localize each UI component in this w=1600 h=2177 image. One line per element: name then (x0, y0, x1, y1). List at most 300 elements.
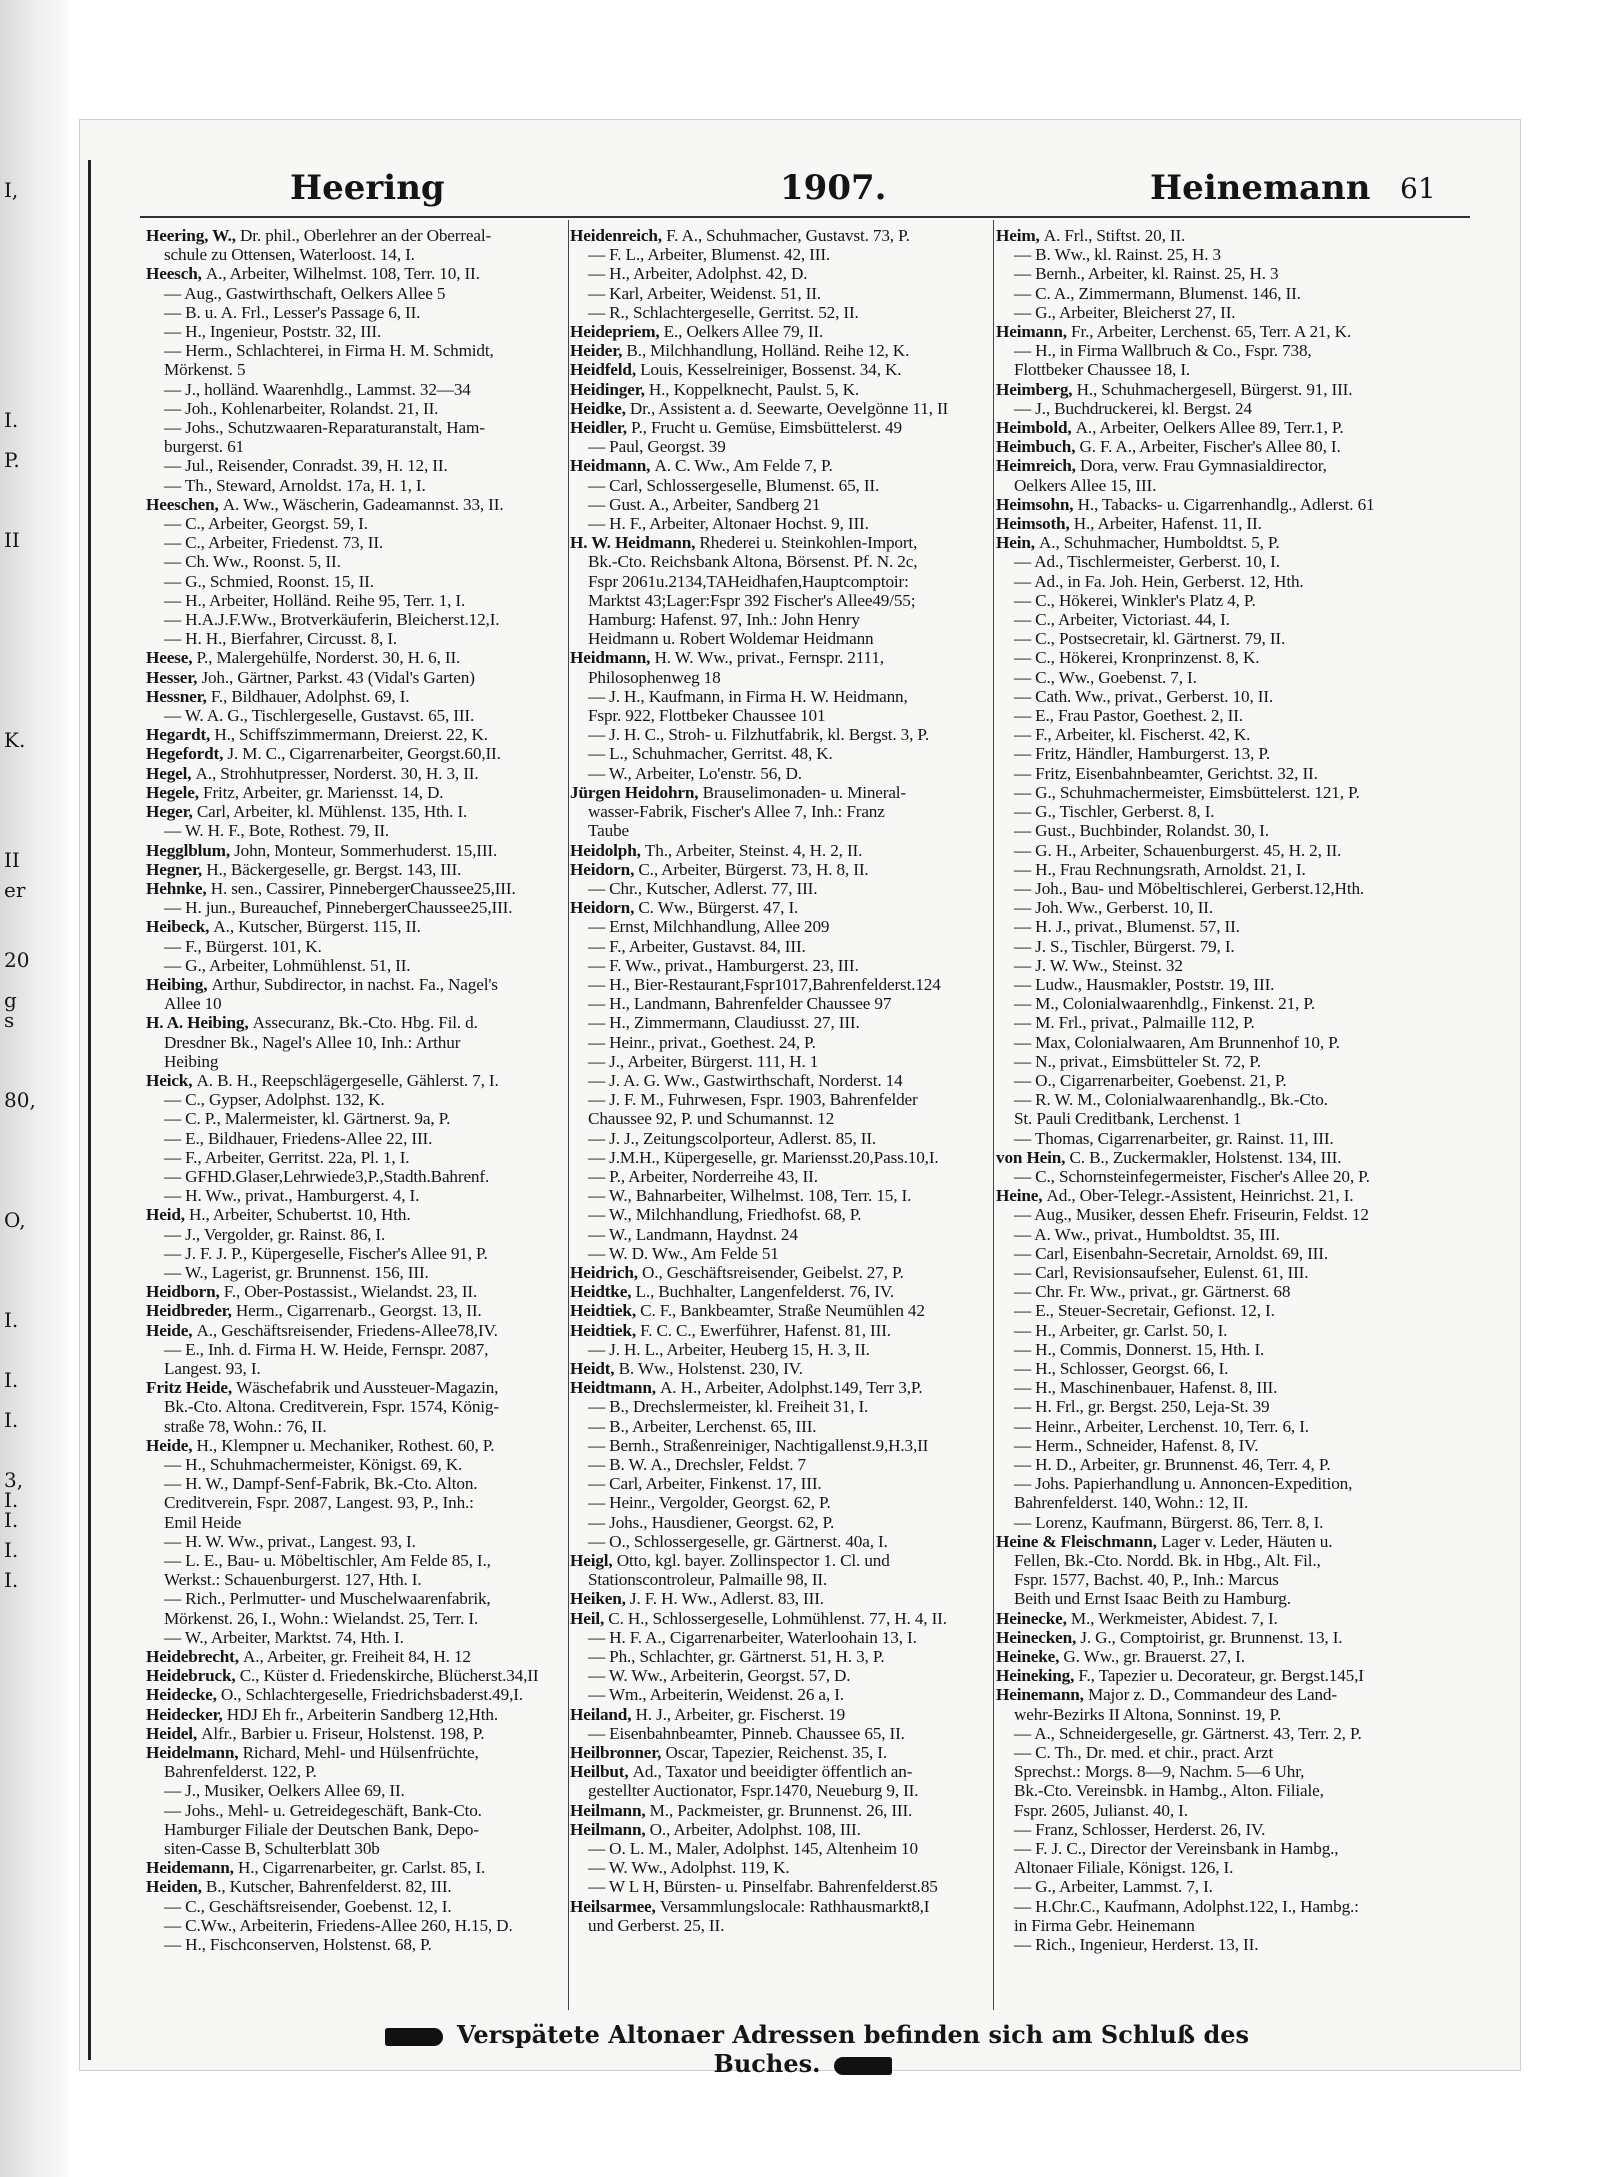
directory-entry (996, 1820, 1426, 1839)
directory-entry (996, 476, 1426, 495)
entry-text: — Thomas, Cigarrenarbeiter, gr. Rainst. 11, III. (1014, 1128, 1334, 1148)
directory-entry (570, 725, 990, 744)
directory-entry (996, 1916, 1426, 1935)
entry-text: Major z. D., Commandeur des Land- (1087, 1685, 1337, 1705)
entry-text: Allee 10 (164, 994, 222, 1014)
directory-entry (996, 956, 1426, 975)
directory-entry (996, 1839, 1426, 1858)
entry-text: — H. F. A., Cigarrenarbeiter, Waterloohain 13, I. (588, 1627, 917, 1647)
directory-entry (570, 764, 990, 783)
entry-text: — H.Chr.C., Kaufmann, Adolphst.122, I., Hambg.: (1014, 1896, 1359, 1916)
entry-text: C. Ww., Bürgerst. 47, I. (638, 898, 799, 918)
entry-text: P., Frucht u. Gemüse, Eimsbüttelerst. 49 (631, 418, 902, 438)
entry-surname: Hegefordt, (146, 744, 228, 764)
directory-entry (146, 1378, 566, 1397)
entry-surname: Jürgen Heidohrn, (570, 782, 703, 802)
entry-text: — B. u. A. Frl., Lesser's Passage 6, II. (164, 302, 421, 322)
directory-entry (146, 898, 566, 917)
entry-surname: Heine, (996, 1186, 1047, 1206)
directory-entry (996, 1129, 1426, 1148)
entry-text: — H. D., Arbeiter, gr. Brunnenst. 46, Terr. 4, P. (1014, 1455, 1331, 1474)
entry-text: — P., Arbeiter, Norderreihe 43, II. (588, 1166, 818, 1186)
directory-entry (146, 1109, 566, 1128)
directory-entry (146, 1090, 566, 1109)
margin-fragment: II (4, 528, 20, 552)
entry-text: — GFHD.Glaser,Lehrwiede3,P.,Stadth.Bahrenf. (164, 1166, 490, 1186)
entry-text: — H., Commis, Donnerst. 15, Hth. I. (1014, 1339, 1265, 1359)
directory-entry (146, 1551, 566, 1570)
entry-text: — F. L., Arbeiter, Blumenst. 42, III. (588, 245, 831, 265)
entry-surname: Heese, (146, 648, 197, 668)
header-rule (140, 216, 1470, 218)
entry-surname: Heide, (146, 1435, 197, 1455)
entry-surname: Heick, (146, 1070, 197, 1090)
scan-edge (0, 0, 68, 2177)
entry-surname: Heilbut, (570, 1762, 633, 1782)
directory-entry (996, 1532, 1426, 1551)
entry-text: — H. Frl., gr. Bergst. 250, Leja-St. 39 (1014, 1397, 1270, 1417)
directory-entry (146, 610, 566, 629)
directory-entry (146, 1570, 566, 1589)
entry-text: — Wm., Arbeiterin, Weidenst. 26 a, I. (588, 1685, 844, 1705)
directory-entry (146, 284, 566, 303)
directory-entry (996, 1493, 1426, 1512)
directory-entry (996, 1186, 1426, 1205)
entry-text: — J. F. J. P., Küpergeselle, Fischer's Allee 91, P. (164, 1243, 488, 1263)
directory-entry (570, 1205, 990, 1224)
directory-entry (146, 1609, 566, 1628)
entry-text: — H. Ww., privat., Hamburgerst. 4, I. (164, 1186, 420, 1206)
directory-entry (570, 1762, 990, 1781)
directory-entry (570, 1090, 990, 1109)
entry-surname: Heidecke, (146, 1685, 221, 1705)
directory-entry (570, 264, 990, 283)
directory-entry (570, 975, 990, 994)
entry-surname: Heidel, (146, 1723, 202, 1743)
directory-entry (996, 1781, 1426, 1800)
directory-entry (146, 495, 566, 514)
entry-text: H., Bäckergeselle, gr. Bergst. 143, III. (206, 859, 462, 879)
directory-entry (146, 1666, 566, 1685)
entry-text: — J. F. M., Fuhrwesen, Fspr. 1903, Bahrenfelder (588, 1090, 918, 1110)
entry-text: Herm., Cigarrenarb., Georgst. 13, II. (235, 1301, 482, 1321)
directory-entry (146, 1244, 566, 1263)
entry-text: Otto, kgl. bayer. Zollinspector 1. Cl. und (616, 1551, 890, 1571)
entry-surname: Heilmann, (570, 1800, 650, 1820)
directory-entry (996, 725, 1426, 744)
entry-text: — F. Ww., privat., Hamburgerst. 23, III. (588, 955, 859, 975)
directory-entry (570, 860, 990, 879)
directory-entry (996, 1743, 1426, 1762)
directory-entry (996, 1205, 1426, 1224)
directory-entry (996, 1455, 1426, 1474)
margin-fragment: I. (4, 1538, 19, 1562)
entry-surname: Hehnke, (146, 878, 211, 898)
directory-entry (996, 1013, 1426, 1032)
entry-text: — H. W., Dampf-Senf-Fabrik, Bk.-Cto. Alton. (164, 1474, 478, 1494)
directory-entry (570, 1839, 990, 1858)
directory-entry (146, 245, 566, 264)
entry-text: L., Buchhalter, Langenfelderst. 76, IV. (635, 1282, 895, 1302)
entry-text: Fellen, Bk.-Cto. Nordd. Bk. in Hbg., Alt. Fil., (1014, 1551, 1321, 1571)
directory-entry (146, 821, 566, 840)
entry-text: Ad., Taxator und beeidigter öffentlich an- (632, 1762, 913, 1782)
entry-text: — J. H., Kaufmann, in Firma H. W. Heidmann, (588, 686, 908, 706)
entry-text: — R. W. M., Colonialwaarenhandlg., Bk.-Cto. (1014, 1090, 1328, 1110)
entry-surname: Heimbuch, (996, 437, 1080, 457)
entry-text: Bk.-Cto. Reichsbank Altona, Börsenst. Pf. N. 2c, (588, 552, 918, 572)
entry-text: — Ad., Tischlermeister, Gerberst. 10, I. (1014, 552, 1280, 572)
entry-surname: Heidolph, (570, 840, 645, 860)
entry-text: B., Milchhandlung, Holländ. Reihe 12, K. (626, 341, 910, 361)
directory-entry (146, 994, 566, 1013)
directory-entry (570, 1743, 990, 1762)
entry-text: A., Arbeiter, gr. Freiheit 84, H. 12 (243, 1647, 471, 1667)
directory-entry (146, 1743, 566, 1762)
directory-entry (996, 360, 1426, 379)
entry-text: Joh., Gärtner, Parkst. 43 (Vidal's Garten) (201, 667, 475, 687)
directory-entry (570, 1436, 990, 1455)
entry-text: — E., Bildhauer, Friedens-Allee 22, III. (164, 1128, 433, 1148)
entry-text: Hamburg: Hafenst. 97, Inh.: John Henry (588, 610, 860, 630)
directory-entry (146, 1781, 566, 1800)
directory-entry (146, 399, 566, 418)
entry-text: O., Geschäftsreisender, Geibelst. 27, P. (642, 1262, 904, 1282)
entry-surname: Heidorn, (570, 859, 639, 879)
entry-text: — H., Landmann, Bahrenfelder Chaussee 97 (588, 994, 892, 1014)
entry-text: — R., Schlachtergeselle, Gerritst. 52, II. (588, 302, 859, 322)
directory-entry (996, 514, 1426, 533)
directory-entry (570, 437, 990, 456)
entry-text: Fspr 2061u.2134,TAHeidhafen,Hauptcomptoir: (588, 571, 909, 591)
directory-entry (570, 1013, 990, 1032)
entry-surname: Heidepriem, (570, 322, 664, 342)
entry-text: — W., Landmann, Haydnst. 24 (588, 1224, 798, 1244)
entry-text: — Herm., Schlachterei, in Firma H. M. Schmidt, (164, 341, 494, 361)
directory-entry (570, 245, 990, 264)
entry-text: Taube (588, 821, 629, 841)
entry-text: — W. A. G., Tischlergeselle, Gustavst. 65, III. (164, 706, 475, 726)
entry-text: B. Ww., Holstenst. 230, IV. (618, 1358, 803, 1378)
entry-surname: Heimbold, (996, 418, 1076, 438)
directory-entry (146, 1647, 566, 1666)
directory-column-3 (996, 226, 1426, 2026)
directory-entry (996, 1551, 1426, 1570)
entry-text: — C., Geschäftsreisender, Goebenst. 12, I. (164, 1896, 452, 1916)
entry-text: Chaussee 92, P. und Schumannst. 12 (588, 1109, 835, 1129)
directory-entry (146, 591, 566, 610)
entry-text: H. W. Ww., privat., Fernspr. 2111, (654, 648, 884, 668)
directory-entry (146, 437, 566, 456)
entry-surname: Hegele, (146, 782, 204, 802)
directory-entry (996, 610, 1426, 629)
entry-text: M., Werkmeister, Abidest. 7, I. (1070, 1608, 1278, 1628)
directory-entry (146, 226, 566, 245)
directory-entry (146, 1148, 566, 1167)
entry-text: Bahrenfelderst. 122, P. (164, 1762, 317, 1782)
directory-entry (996, 1340, 1426, 1359)
entry-text: — F. J. C., Director der Vereinsbank in Hambg., (1014, 1839, 1339, 1859)
directory-entry (146, 1628, 566, 1647)
directory-entry (570, 1916, 990, 1935)
entry-text: — Carl, Schlossergeselle, Blumenst. 65, II. (588, 475, 880, 495)
entry-text: — W., Bahnarbeiter, Wilhelmst. 108, Terr. 15, I. (588, 1186, 912, 1206)
entry-text: — B. Ww., kl. Rainst. 25, H. 3 (1014, 245, 1222, 265)
directory-entry (570, 1397, 990, 1416)
entry-surname: Hegel, (146, 763, 196, 783)
entry-surname: Heesch, (146, 264, 206, 284)
directory-entry (570, 1858, 990, 1877)
entry-text: A., Kutscher, Bürgerst. 115, II. (213, 917, 421, 937)
entry-text: — O. L. M., Maler, Adolphst. 145, Altenheim 10 (588, 1839, 918, 1859)
margin-fragment: I. (4, 1368, 19, 1392)
entry-text: F., Bildhauer, Adolphst. 69, I. (210, 686, 410, 706)
entry-surname: Heidbreder, (146, 1301, 236, 1321)
directory-entry (146, 456, 566, 475)
directory-entry (146, 668, 566, 687)
directory-entry (146, 1801, 566, 1820)
directory-entry (996, 1513, 1426, 1532)
entry-text: — E., Steuer-Secretair, Gefionst. 12, I. (1014, 1301, 1275, 1321)
directory-entry (570, 1359, 990, 1378)
entry-text: — H., Frau Rechnungsrath, Arnoldst. 21, I. (1014, 859, 1306, 879)
directory-entry (996, 380, 1426, 399)
entry-text: — Bernh., Straßenreiniger, Nachtigallenst.9,H.3,II (588, 1435, 929, 1455)
entry-text: A. B. H., Reepschlägergeselle, Gählerst. 7, I. (196, 1070, 499, 1090)
entry-text: — Johs., Schutzwaaren-Reparaturanstalt, Ham- (164, 418, 485, 438)
directory-entry (996, 1858, 1426, 1877)
entry-surname: Heimreich, (996, 456, 1080, 476)
directory-entry (146, 1897, 566, 1916)
entry-text: — C., Arbeiter, Victoriast. 44, I. (1014, 610, 1230, 630)
entry-text: Arthur, Subdirector, in nachst. Fa., Nagel's (211, 974, 498, 994)
entry-text: — H., Arbeiter, Adolphst. 42, D. (588, 264, 808, 284)
directory-entry (570, 360, 990, 379)
directory-entry (996, 879, 1426, 898)
entry-text: — F., Arbeiter, kl. Fischerst. 42, K. (1014, 725, 1251, 745)
entry-text: — L., Schuhmacher, Gerritst. 48, K. (588, 744, 833, 764)
entry-text: H., Schuhmachergesell, Bürgerst. 91, III. (1076, 379, 1353, 399)
entry-text: — L. E., Bau- u. Möbeltischler, Am Felde 85, I., (164, 1551, 491, 1571)
pointing-hand-icon (834, 2057, 892, 2075)
entry-text: — Chr. Fr. Ww., privat., gr. Gärtnerst. 68 (1014, 1282, 1291, 1302)
entry-surname: Fritz Heide, (146, 1378, 237, 1398)
entry-text: A. C. Ww., Am Felde 7, P. (654, 456, 833, 476)
entry-text: H., Arbeiter, Schubertst. 10, Hth. (189, 1205, 411, 1225)
directory-entry (146, 1685, 566, 1704)
directory-entry (996, 322, 1426, 341)
entry-text: A., Arbeiter, Oelkers Allee 89, Terr.1, P. (1075, 418, 1344, 438)
directory-entry (996, 1897, 1426, 1916)
entry-text: — H., Fischconserven, Holstenst. 68, P. (164, 1935, 432, 1955)
entry-text: — J., Musiker, Oelkers Allee 69, II. (164, 1781, 405, 1801)
entry-text: Brauselimonaden- u. Mineral- (702, 782, 906, 802)
entry-text: — F., Arbeiter, Gustavst. 84, III. (588, 936, 806, 956)
directory-entry (570, 514, 990, 533)
entry-text: — Heinr., privat., Goethest. 24, P. (588, 1032, 816, 1052)
entry-text: — Ph., Schlachter, gr. Gärtnerst. 51, H. 3, P. (588, 1647, 885, 1667)
entry-text: A., Schuhmacher, Humboldtst. 5, P. (1039, 533, 1280, 553)
entry-text: E., Oelkers Allee 79, II. (663, 322, 824, 342)
entry-text: J. G., Comptoirist, gr. Brunnenst. 13, I. (1080, 1627, 1343, 1647)
entry-text: A., Geschäftsreisender, Friedens-Allee78,IV. (196, 1320, 498, 1340)
entry-text: O., Arbeiter, Adolphst. 108, III. (649, 1819, 861, 1839)
directory-entry (146, 1839, 566, 1858)
directory-entry (996, 1474, 1426, 1493)
directory-entry (570, 1877, 990, 1896)
entry-text: wehr-Bezirks II Altona, Sonninst. 19, P. (1014, 1704, 1282, 1724)
margin-fragment: I. (4, 1408, 19, 1432)
entry-text: C. F., Bankbeamter, Straße Neumühlen 42 (640, 1301, 925, 1321)
directory-entry (146, 1129, 566, 1148)
entry-surname: Heidrich, (570, 1262, 643, 1282)
directory-entry (570, 1705, 990, 1724)
directory-entry (996, 1762, 1426, 1781)
entry-text: Wäschefabrik und Aussteuer-Magazin, (236, 1378, 499, 1398)
entry-text: — H.A.J.F.Ww., Brotverkäuferin, Bleicherst.12,I. (164, 610, 500, 630)
entry-surname: Heering, W., (146, 226, 241, 245)
directory-entry (570, 1474, 990, 1493)
page-number: 61 (1400, 172, 1436, 205)
directory-entry (570, 1628, 990, 1647)
entry-surname: Heidebrecht, (146, 1647, 244, 1667)
directory-entry (570, 341, 990, 360)
entry-text: — W., Arbeiter, Lo'enstr. 56, D. (588, 763, 802, 783)
entry-text: Carl, Arbeiter, kl. Mühlenst. 135, Hth. I. (196, 802, 468, 822)
entry-text: — C.Ww., Arbeiterin, Friedens-Allee 260, H.15, D. (164, 1915, 513, 1935)
entry-text: — Ad., in Fa. Joh. Hein, Gerberst. 12, Hth. (1014, 571, 1304, 591)
directory-entry (996, 1801, 1426, 1820)
entry-text: Mörkenst. 26, I., Wohn.: Wielandst. 25, Terr. I. (164, 1608, 479, 1628)
entry-surname: Heidtke, (570, 1282, 636, 1302)
entry-text: H., Koppelknecht, Paulst. 5, K. (648, 379, 860, 399)
directory-entry (570, 1321, 990, 1340)
directory-entry (146, 1589, 566, 1608)
entry-surname: Heibing, (146, 974, 212, 994)
entry-text: Fspr. 1577, Bachst. 40, P., Inh.: Marcus (1014, 1570, 1279, 1590)
directory-entry (146, 802, 566, 821)
directory-entry (146, 1858, 566, 1877)
directory-entry (570, 1455, 990, 1474)
directory-entry (570, 1820, 990, 1839)
directory-entry (996, 841, 1426, 860)
entry-text: — Jul., Reisender, Conradst. 39, H. 12, II. (164, 456, 448, 476)
entry-text: — Max, Colonialwaaren, Am Brunnenhof 10, P. (1014, 1032, 1340, 1052)
entry-text: A. Frl., Stiftst. 20, II. (1043, 226, 1186, 245)
entry-text: A. Ww., Wäscherin, Gadeamannst. 33, II. (222, 494, 504, 514)
entry-text: — O., Cigarrenarbeiter, Goebenst. 21, P. (1014, 1070, 1287, 1090)
entry-text: — J., Vergolder, gr. Rainst. 86, I. (164, 1224, 386, 1244)
directory-entry (570, 1570, 990, 1589)
entry-text: — Rich., Perlmutter- und Muschelwaarenfabrik, (164, 1589, 491, 1609)
directory-entry (570, 591, 990, 610)
directory-entry (996, 1148, 1426, 1167)
directory-entry (996, 341, 1426, 360)
entry-text: C. H., Schlossergeselle, Lohmühlenst. 77, H. 4, II. (608, 1608, 947, 1628)
directory-entry (570, 1225, 990, 1244)
entry-text: — Johs., Hausdiener, Georgst. 62, P. (588, 1512, 835, 1532)
margin-fragment: I. (4, 1508, 19, 1532)
entry-text: Altonaer Filiale, Königst. 126, I. (1014, 1858, 1234, 1878)
directory-entry (570, 552, 990, 571)
entry-text: Emil Heide (164, 1512, 242, 1532)
entry-text: siten-Casse B, Schulterblatt 30b (164, 1839, 380, 1859)
directory-entry (146, 841, 566, 860)
directory-entry (570, 418, 990, 437)
entry-text: Lager v. Leder, Häuten u. (1160, 1531, 1333, 1551)
directory-entry (996, 245, 1426, 264)
entry-surname: Heineking, (996, 1666, 1079, 1686)
directory-entry (570, 668, 990, 687)
entry-text: Th., Arbeiter, Steinst. 4, H. 2, II. (644, 840, 863, 860)
directory-entry (570, 456, 990, 475)
entry-text: Beith und Ernst Isaac Beith zu Hamburg. (1014, 1589, 1291, 1609)
entry-surname: Heinecke, (996, 1608, 1071, 1628)
directory-entry (996, 668, 1426, 687)
entry-text: — J.M.H., Küpergeselle, gr. Mariensst.20,Pass.10,I. (588, 1147, 939, 1167)
directory-entry (570, 1897, 990, 1916)
entry-surname: Hegglblum, (146, 840, 235, 860)
entry-text: Alfr., Barbier u. Friseur, Holstenst. 198, P. (201, 1723, 485, 1743)
entry-text: — J. H. L., Arbeiter, Heuberg 15, H. 3, II. (588, 1339, 870, 1359)
entry-text: — Paul, Georgst. 39 (588, 437, 726, 457)
directory-entry (146, 1820, 566, 1839)
directory-entry (996, 1589, 1426, 1608)
entry-text: — J. J., Zeitungscolporteur, Adlerst. 85, II. (588, 1128, 877, 1148)
entry-text: M., Packmeister, gr. Brunnenst. 26, III. (649, 1800, 913, 1820)
entry-surname: Hein, (996, 533, 1040, 553)
entry-text: C., Arbeiter, Bürgerst. 73, H. 8, II. (638, 859, 869, 879)
entry-surname: Hegardt, (146, 725, 215, 745)
directory-entry (996, 687, 1426, 706)
entry-text: Bk.-Cto. Altona. Creditverein, Fspr. 1574, König- (164, 1397, 499, 1417)
directory-entry (996, 1321, 1426, 1340)
margin-fragment: P. (4, 448, 20, 472)
entry-surname: Heeschen, (146, 494, 223, 514)
entry-text: A., Strohhutpresser, Norderst. 30, H. 3, II. (195, 763, 479, 783)
entry-text: Heidmann u. Robert Woldemar Heidmann (588, 629, 874, 649)
directory-entry (146, 1359, 566, 1378)
margin-fragment: I. (4, 408, 19, 432)
header-right-word: Heinemann (1150, 168, 1371, 208)
directory-entry (570, 1301, 990, 1320)
entry-text: Oscar, Tapezier, Reichenst. 35, I. (665, 1743, 888, 1763)
directory-entry (996, 437, 1426, 456)
directory-entry (996, 1225, 1426, 1244)
entry-surname: Heidmann, (570, 648, 655, 668)
directory-entry (570, 322, 990, 341)
entry-text: — G., Arbeiter, Lammst. 7, I. (1014, 1877, 1213, 1897)
entry-surname: Heide, (146, 1320, 197, 1340)
entry-text: — N., privat., Eimsbütteler St. 72, P. (1014, 1051, 1261, 1071)
entry-text: Fspr. 922, Flottbeker Chaussee 101 (588, 706, 826, 726)
directory-entry (996, 1090, 1426, 1109)
directory-entry (570, 1186, 990, 1205)
directory-entry (570, 1609, 990, 1628)
entry-surname: Heidtmann, (570, 1378, 661, 1398)
entry-surname: Heid, (146, 1205, 190, 1225)
directory-entry (146, 1263, 566, 1282)
directory-entry (146, 514, 566, 533)
directory-entry (146, 975, 566, 994)
directory-entry (146, 744, 566, 763)
entry-text: Rhederei u. Steinkohlen-Import, (699, 533, 918, 553)
entry-text: — H., Schuhmachermeister, Königst. 69, K. (164, 1455, 463, 1474)
entry-text: — Carl, Eisenbahn-Secretair, Arnoldst. 69, III. (1014, 1243, 1328, 1263)
entry-surname: Heidt, (570, 1358, 619, 1378)
directory-entry (146, 1417, 566, 1436)
entry-text: — Heinr., Arbeiter, Lerchenst. 10, Terr. 6, I. (1014, 1416, 1309, 1436)
